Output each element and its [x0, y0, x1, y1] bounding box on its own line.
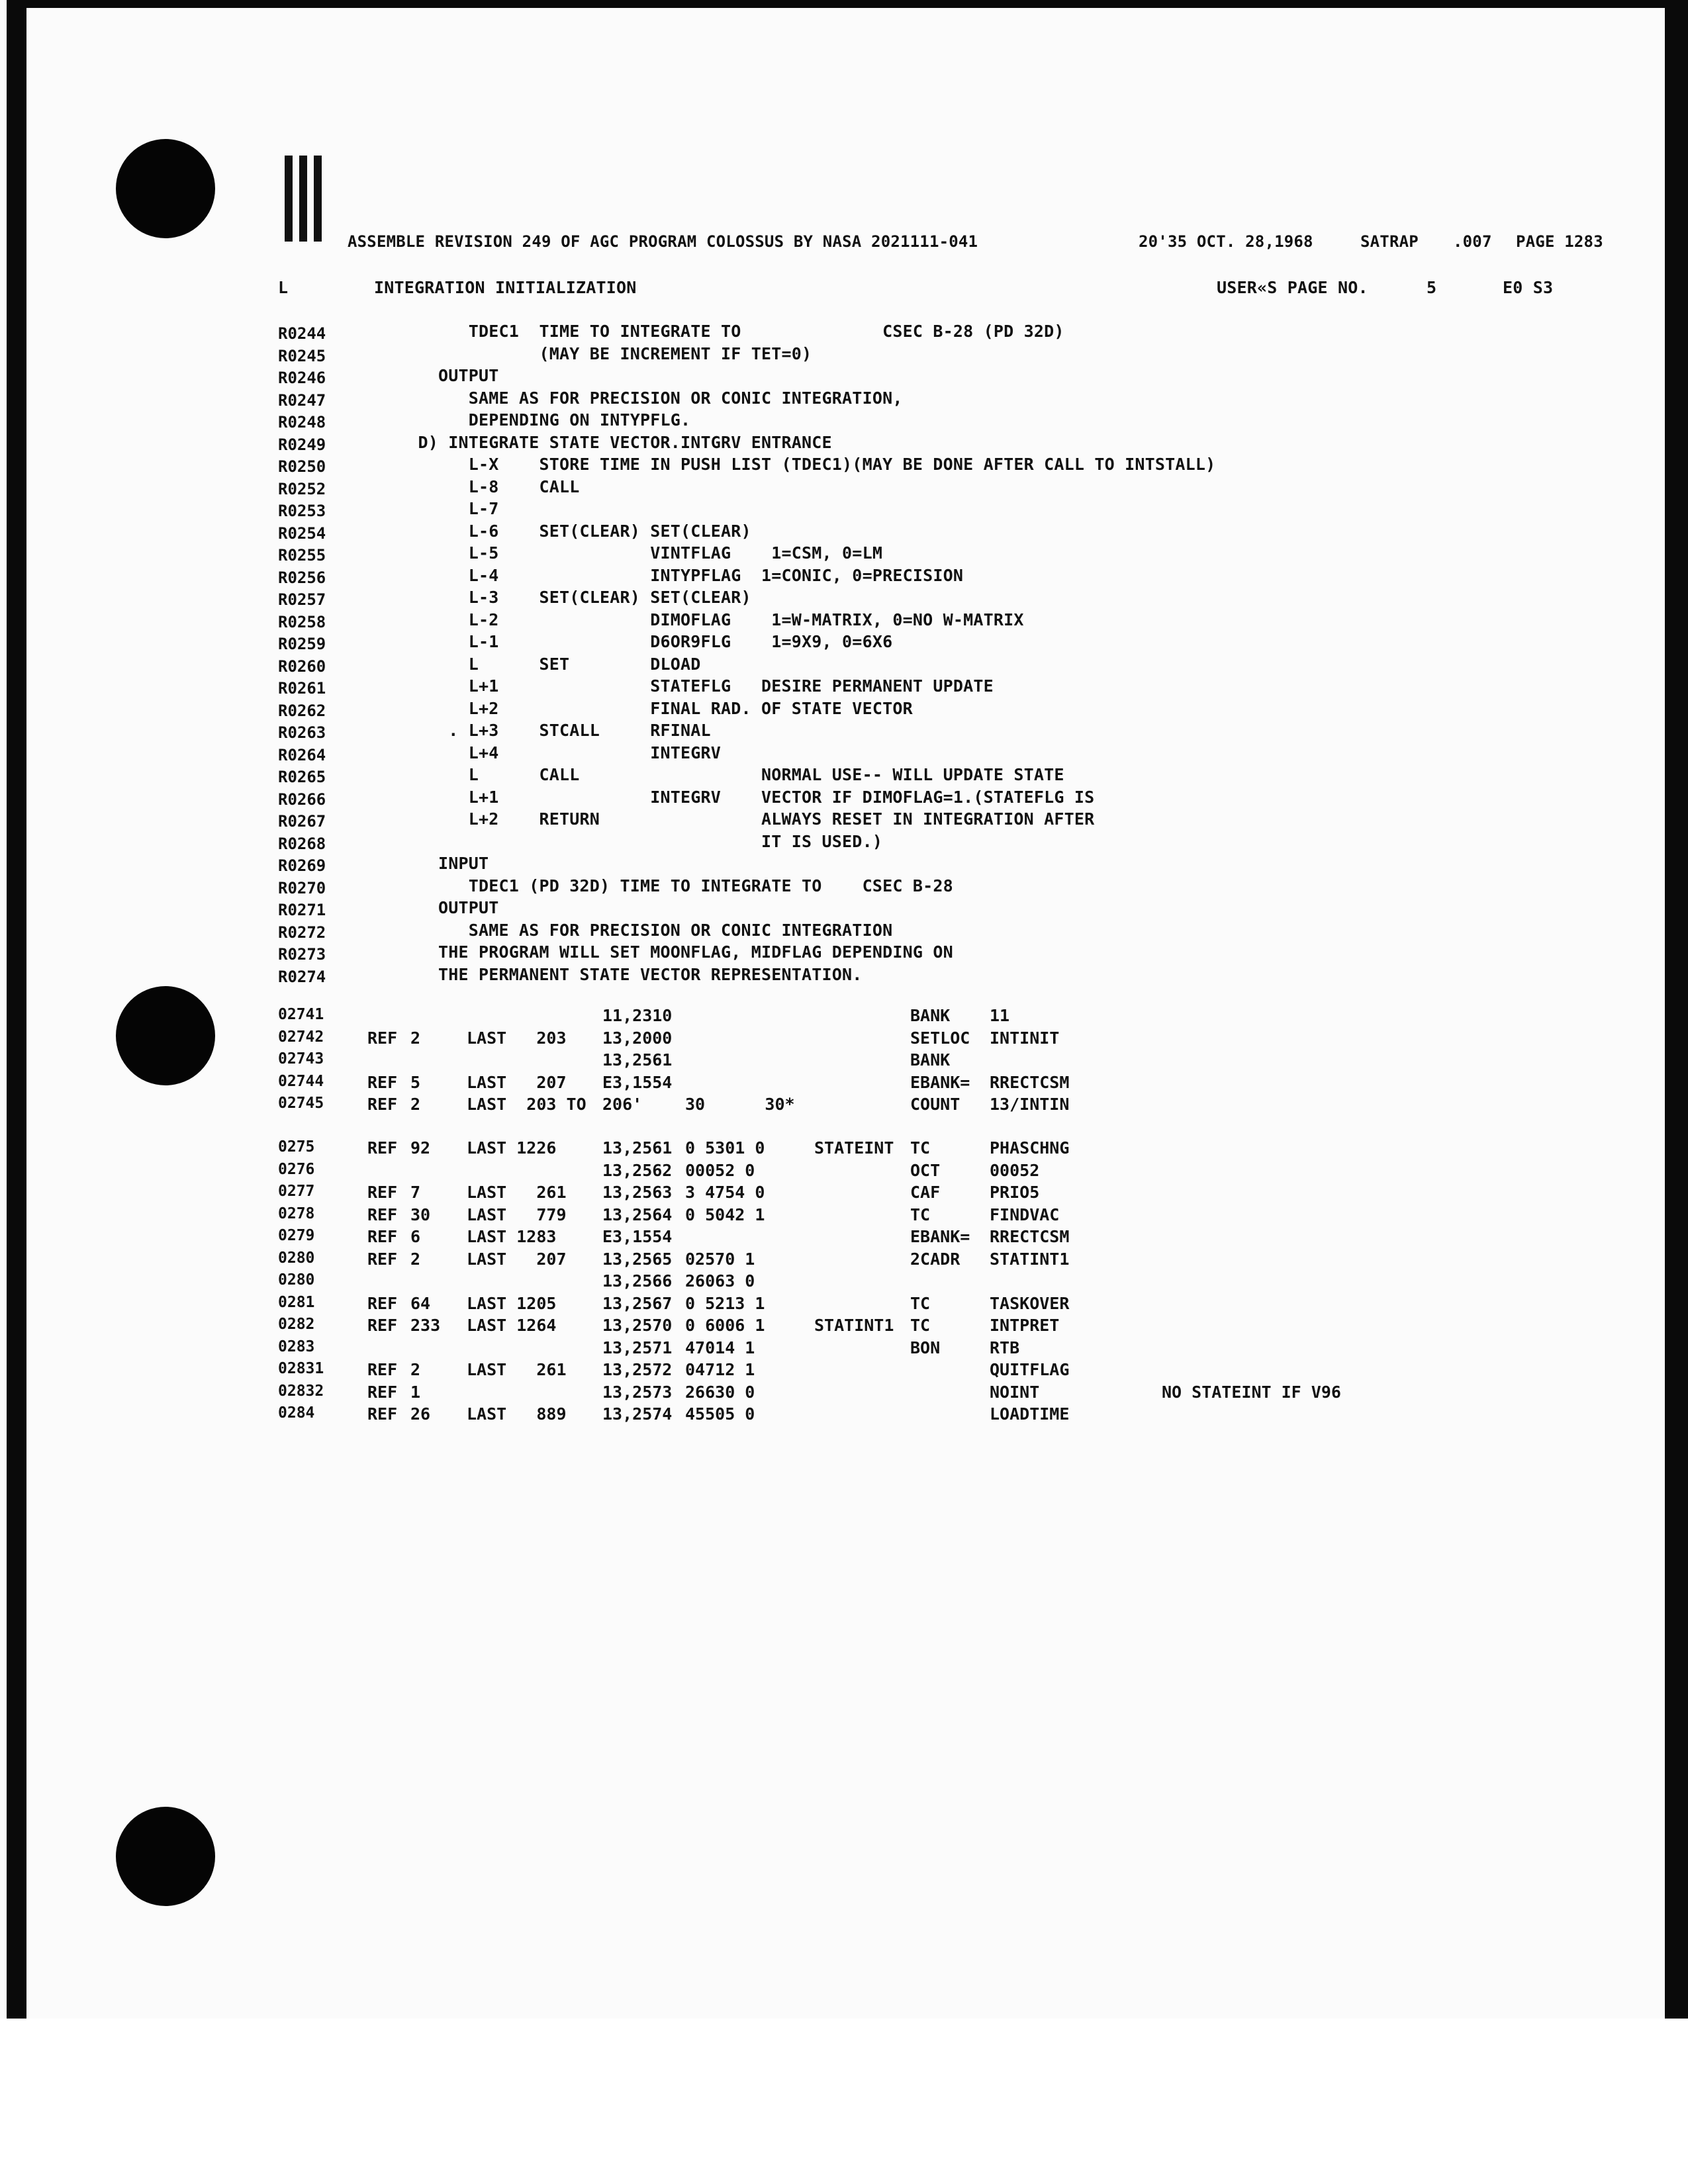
opcode: TC [910, 1205, 931, 1224]
line-number: 0276 [278, 1160, 315, 1178]
operand: 00052 [990, 1160, 1040, 1180]
listing-text: TDEC1 TIME TO INTEGRATE TO CSEC B-28 (PD 32D) [357, 322, 1064, 341]
line-number: R0264 [278, 745, 326, 764]
address: 13,2564 [602, 1205, 673, 1224]
last-ref: LAST 1283 [467, 1227, 557, 1246]
ref-flag: REF [367, 1138, 398, 1158]
operand: RRECTCSM [990, 1227, 1070, 1246]
operand: LOADTIME [990, 1404, 1070, 1424]
ref-flag: REF [367, 1360, 398, 1379]
last-ref: LAST 207 [467, 1249, 567, 1269]
opcode: EBANK= [910, 1072, 970, 1092]
last-ref: LAST 779 [467, 1205, 567, 1224]
listing-text: (MAY BE INCREMENT IF TET=0) [357, 343, 812, 363]
label: STATINT1 [814, 1316, 894, 1335]
opcode: 2CADR [910, 1249, 961, 1269]
line-number: 0282 [278, 1316, 315, 1333]
listing-text: L CALL NORMAL USE-- WILL UPDATE STATE [357, 765, 1064, 784]
listing-text: SAME AS FOR PRECISION OR CONIC INTEGRATION [357, 920, 893, 940]
listing-text: . L+3 STCALL RFINAL [357, 721, 711, 740]
header-satrap: SATRAP [1360, 232, 1419, 251]
last-ref: LAST 203 [467, 1028, 567, 1048]
octal-word: 45505 0 [685, 1404, 755, 1424]
operand: INTINIT [990, 1028, 1060, 1048]
ref-flag: REF [367, 1227, 398, 1246]
operand: PRIO5 [990, 1183, 1040, 1202]
opcode: TC [910, 1138, 931, 1158]
header-title: ASSEMBLE REVISION 249 OF AGC PROGRAM COLOSSUS BY NASA 2021111-041 [348, 232, 978, 251]
line-number: 0279 [278, 1227, 315, 1244]
header-es: E0 S3 [1503, 278, 1554, 297]
line-number: 02744 [278, 1072, 324, 1090]
address: 13,2572 [602, 1360, 673, 1379]
line-number: 02832 [278, 1382, 324, 1400]
last-ref: LAST 207 [467, 1072, 567, 1092]
line-number: R0253 [278, 502, 326, 520]
line-number: R0244 [278, 324, 326, 343]
line-number: 0280 [278, 1249, 315, 1267]
line-number: 0277 [278, 1183, 315, 1200]
ref-count: 6 [410, 1227, 421, 1246]
section-title: INTEGRATION INITIALIZATION [374, 278, 637, 297]
operand: STATINT1 [990, 1249, 1070, 1269]
opcode: TC [910, 1316, 931, 1335]
listing-text: IT IS USED.) [357, 831, 883, 851]
line-number: R0245 [278, 346, 326, 365]
ref-flag: REF [367, 1072, 398, 1092]
header-version: .007 [1453, 232, 1492, 251]
address: 13,2561 [602, 1050, 673, 1069]
address: 11,2310 [602, 1006, 673, 1025]
operand: 13/INTIN [990, 1095, 1070, 1114]
ref-count: 26 [410, 1404, 431, 1424]
operand: RTB [990, 1338, 1020, 1357]
listing-text: INPUT [357, 854, 489, 873]
ref-flag: REF [367, 1183, 398, 1202]
last-ref: LAST 1264 [467, 1316, 557, 1335]
line-number: R0266 [278, 790, 326, 809]
octal-word: 0 5042 1 [685, 1205, 765, 1224]
last-ref: LAST 889 [467, 1404, 567, 1424]
opcode: EBANK= [910, 1227, 970, 1246]
line-number: 02745 [278, 1095, 324, 1112]
ref-count: 2 [410, 1028, 421, 1048]
operand: PHASCHNG [990, 1138, 1070, 1158]
scan-border-top [7, 0, 1688, 8]
line-number: 0280 [278, 1271, 315, 1289]
line-number: R0257 [278, 590, 326, 609]
line-number: R0252 [278, 479, 326, 498]
users-page-label: USER«S PAGE NO. [1217, 278, 1368, 297]
line-number: R0263 [278, 723, 326, 742]
line-number: R0270 [278, 878, 326, 897]
octal-word: 04712 1 [685, 1360, 755, 1379]
octal-word: 26063 0 [685, 1271, 755, 1291]
operand: 11 [990, 1006, 1010, 1025]
scan-border-left [7, 7, 26, 2019]
octal-word: 47014 1 [685, 1338, 755, 1357]
address: 13,2571 [602, 1338, 673, 1357]
line-number: R0271 [278, 901, 326, 919]
opcode: BANK [910, 1050, 951, 1069]
line-number: R0267 [278, 812, 326, 831]
line-number: 0275 [278, 1138, 315, 1156]
operand: FINDVAC [990, 1205, 1060, 1224]
line-number: R0272 [278, 923, 326, 942]
line-number: R0261 [278, 679, 326, 698]
line-number: R0262 [278, 701, 326, 720]
line-number: 02742 [278, 1028, 324, 1046]
address: 13,2562 [602, 1160, 673, 1180]
listing-text: L-7 [357, 499, 499, 518]
opcode: TC [910, 1293, 931, 1313]
operand: INTPRET [990, 1316, 1060, 1335]
ref-flag: REF [367, 1293, 398, 1313]
address: E3,1554 [602, 1072, 673, 1092]
octal-word: 30 30* [685, 1095, 795, 1114]
listing-text: L+4 INTEGRV [357, 743, 722, 762]
ref-flag: REF [367, 1028, 398, 1048]
ref-count: 2 [410, 1095, 421, 1114]
address: 13,2566 [602, 1271, 673, 1291]
ref-flag: REF [367, 1404, 398, 1424]
address: 13,2000 [602, 1028, 673, 1048]
line-number: R0248 [278, 413, 326, 432]
line-number: 02831 [278, 1360, 324, 1377]
listing-text: SAME AS FOR PRECISION OR CONIC INTEGRATION, [357, 388, 903, 408]
operand: TASKOVER [990, 1293, 1070, 1313]
octal-word: 02570 1 [685, 1249, 755, 1269]
line-number: R0260 [278, 657, 326, 676]
address: 13,2561 [602, 1138, 673, 1158]
line-number: R0268 [278, 834, 326, 853]
header-sub-left: L [278, 278, 289, 297]
ref-count: 64 [410, 1293, 431, 1313]
octal-word: 0 5213 1 [685, 1293, 765, 1313]
address: 13,2567 [602, 1293, 673, 1313]
scan-border-right [1665, 0, 1688, 2019]
line-number: R0247 [278, 390, 326, 410]
address: 13,2574 [602, 1404, 673, 1424]
header-page: PAGE 1283 [1516, 232, 1603, 251]
ref-flag: REF [367, 1095, 398, 1114]
last-ref: LAST 1205 [467, 1293, 557, 1313]
operand: NOINT [990, 1382, 1040, 1402]
line-number: 0283 [278, 1338, 315, 1355]
ref-count: 1 [410, 1382, 421, 1402]
label: STATEINT [814, 1138, 894, 1158]
operand: RRECTCSM [990, 1072, 1070, 1092]
listing-text: THE PERMANENT STATE VECTOR REPRESENTATION. [357, 964, 863, 984]
address: 13,2563 [602, 1183, 673, 1202]
address: 13,2565 [602, 1249, 673, 1269]
octal-word: 3 4754 0 [685, 1183, 765, 1202]
octal-word: 0 5301 0 [685, 1138, 765, 1158]
listing-text: OUTPUT [357, 366, 499, 385]
line-number: R0255 [278, 546, 326, 565]
listing-text: L-5 VINTFLAG 1=CSM, 0=LM [357, 543, 883, 563]
listing-text: L-4 INTYPFLAG 1=CONIC, 0=PRECISION [357, 565, 964, 585]
address: 13,2570 [602, 1316, 673, 1335]
ref-flag: REF [367, 1205, 398, 1224]
line-number: 0278 [278, 1205, 315, 1222]
listing-text: L-1 D6OR9FLG 1=9X9, 0=6X6 [357, 632, 893, 651]
opcode: CAF [910, 1183, 941, 1202]
line-number: R0274 [278, 967, 326, 986]
line-number: R0254 [278, 523, 326, 543]
listing-text: TDEC1 (PD 32D) TIME TO INTEGRATE TO CSEC B-28 [357, 876, 953, 895]
opcode: OCT [910, 1160, 941, 1180]
opcode: COUNT [910, 1095, 961, 1114]
listing-text: L+1 INTEGRV VECTOR IF DIMOFLAG=1.(STATEFLG IS [357, 787, 1095, 807]
listing-text: L-6 SET(CLEAR) SET(CLEAR) [357, 521, 751, 541]
ref-flag: REF [367, 1249, 398, 1269]
ref-count: 2 [410, 1360, 421, 1379]
last-ref: LAST 203 TO [467, 1095, 586, 1114]
line-number: R0256 [278, 568, 326, 587]
listing-text: L-8 CALL [357, 477, 580, 496]
listing-text: L-3 SET(CLEAR) SET(CLEAR) [357, 588, 751, 607]
line-number: R0258 [278, 612, 326, 631]
listing-text: L SET DLOAD [357, 654, 701, 674]
line-number: R0250 [278, 457, 326, 476]
line-number: R0246 [278, 369, 326, 387]
line-number: R0269 [278, 856, 326, 875]
ref-count: 5 [410, 1072, 421, 1092]
punch-hole-bottom [116, 1807, 215, 1906]
ref-count: 233 [410, 1316, 441, 1335]
comment: NO STATEINT IF V96 [1162, 1382, 1341, 1402]
punch-hole-middle [116, 986, 215, 1085]
listing-text: D) INTEGRATE STATE VECTOR.INTGRV ENTRANCE [357, 432, 832, 452]
ref-count: 2 [410, 1249, 421, 1269]
binder-clip-icon [285, 156, 324, 242]
last-ref: LAST 261 [467, 1183, 567, 1202]
users-page-number: 5 [1427, 278, 1437, 297]
address: E3,1554 [602, 1227, 673, 1246]
listing-text: L+1 STATEFLG DESIRE PERMANENT UPDATE [357, 676, 994, 696]
listing-text: DEPENDING ON INTYPFLG. [357, 410, 691, 430]
opcode: BON [910, 1338, 941, 1357]
line-number: R0259 [278, 635, 326, 653]
line-number: R0273 [278, 945, 326, 964]
listing-text: THE PROGRAM WILL SET MOONFLAG, MIDFLAG DEPENDING ON [357, 942, 953, 962]
address: 206' [602, 1095, 643, 1114]
punch-hole-top [116, 139, 215, 238]
ref-count: 30 [410, 1205, 431, 1224]
ref-flag: REF [367, 1382, 398, 1402]
octal-word: 26630 0 [685, 1382, 755, 1402]
address: 13,2573 [602, 1382, 673, 1402]
ref-flag: REF [367, 1316, 398, 1335]
line-number: 0284 [278, 1404, 315, 1422]
octal-word: 00052 0 [685, 1160, 755, 1180]
listing-text: L+2 FINAL RAD. OF STATE VECTOR [357, 698, 913, 718]
opcode: SETLOC [910, 1028, 970, 1048]
line-number: 0281 [278, 1293, 315, 1311]
line-number: 02741 [278, 1006, 324, 1023]
line-number: R0265 [278, 768, 326, 786]
listing-text: L+2 RETURN ALWAYS RESET IN INTEGRATION AFTER [357, 809, 1095, 829]
line-number: 02743 [278, 1050, 324, 1068]
last-ref: LAST 1226 [467, 1138, 557, 1158]
ref-count: 92 [410, 1138, 431, 1158]
octal-word: 0 6006 1 [685, 1316, 765, 1335]
listing-text: OUTPUT [357, 898, 499, 917]
ref-count: 7 [410, 1183, 421, 1202]
listing-text: L-2 DIMOFLAG 1=W-MATRIX, 0=NO W-MATRIX [357, 610, 1024, 629]
operand: QUITFLAG [990, 1360, 1070, 1379]
line-number: R0249 [278, 435, 326, 454]
listing-text: L-X STORE TIME IN PUSH LIST (TDEC1)(MAY BE DONE AFTER CALL TO INTSTALL) [357, 455, 1216, 474]
opcode: BANK [910, 1006, 951, 1025]
header-datetime: 20'35 OCT. 28,1968 [1139, 232, 1313, 251]
last-ref: LAST 261 [467, 1360, 567, 1379]
